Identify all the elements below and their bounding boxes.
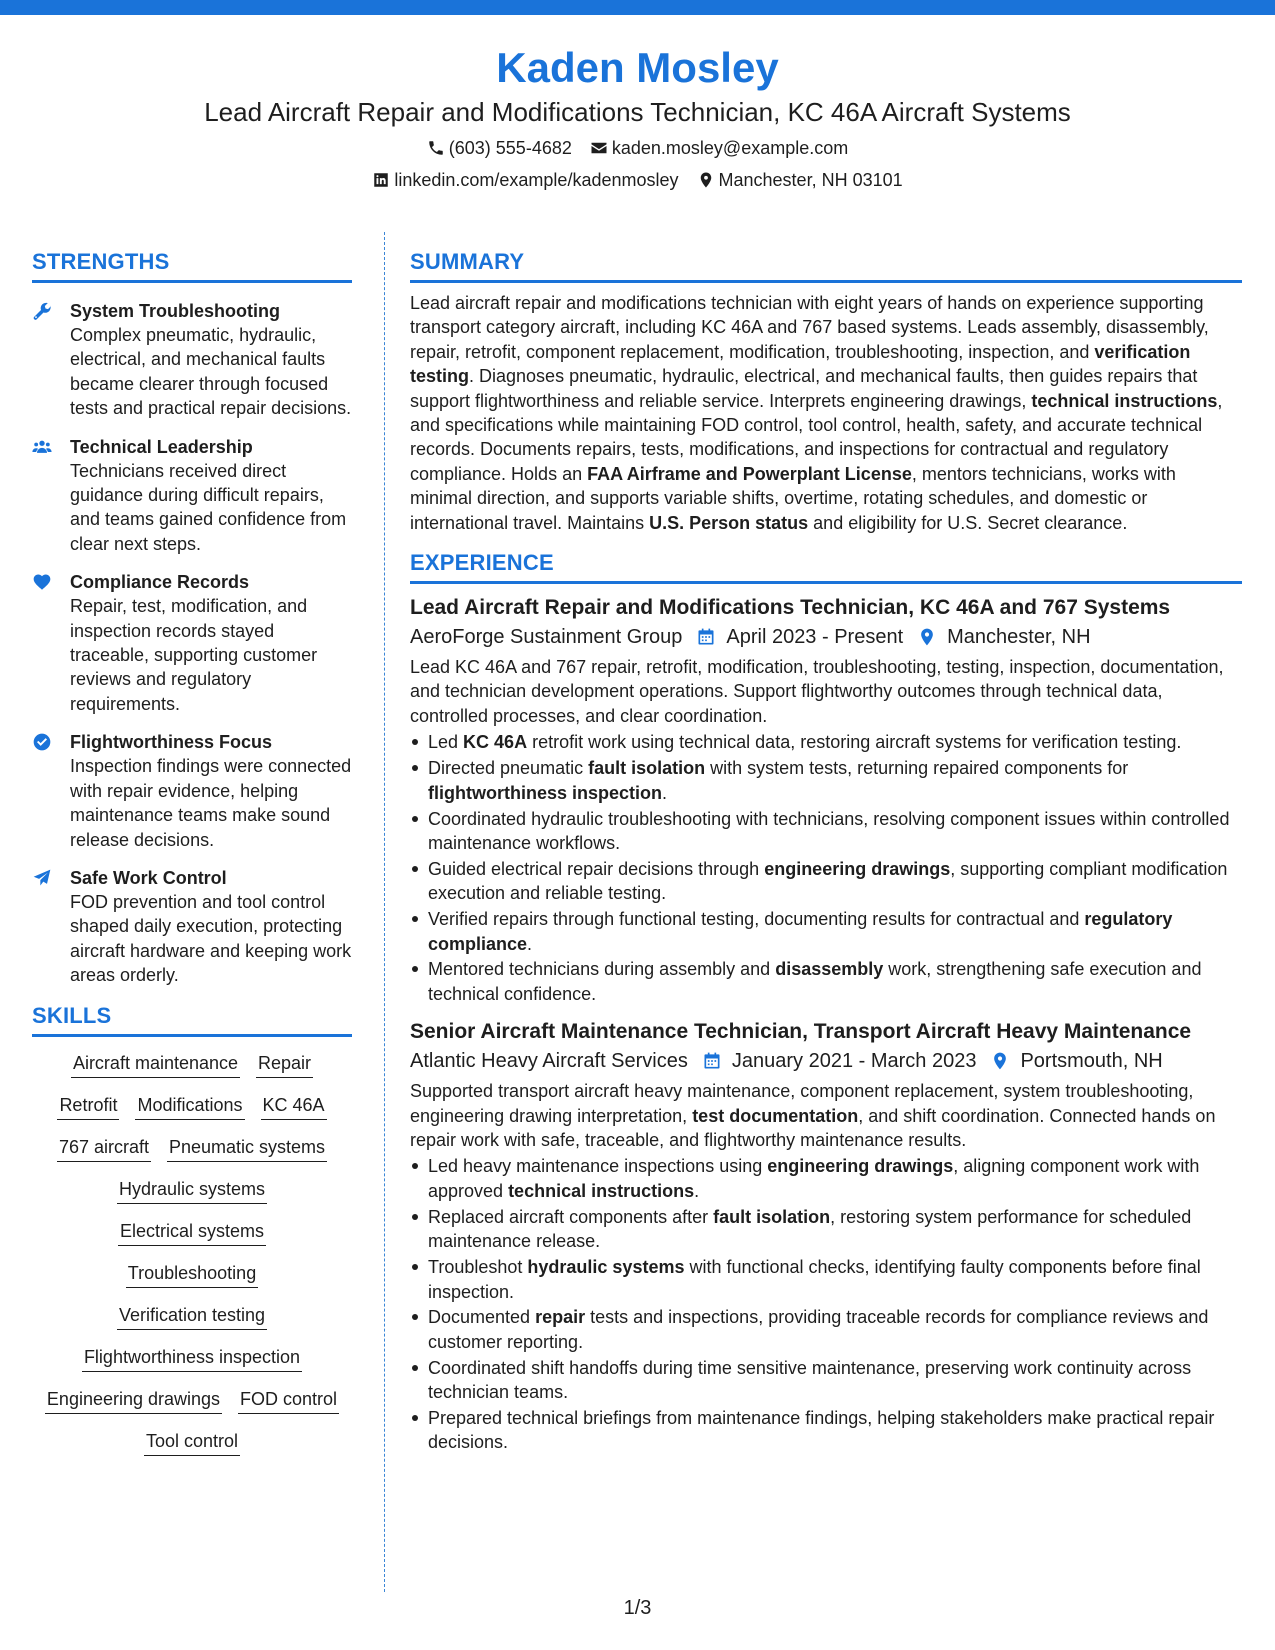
skill-tag: Tool control (144, 1429, 240, 1456)
bullet-item: Documented repair tests and inspections, providing traceable records for compliance reviews and customer reporting. (410, 1305, 1242, 1354)
skill-row (57, 1135, 327, 1162)
job-bullets (410, 1154, 1242, 1454)
map-pin-icon (697, 171, 715, 189)
job-description: Supported transport aircraft heavy maintenance, component replacement, system troubleshooting, engineering drawing interpretation, test documentation, and shift coordination. Connected hands on repair work with safe, traceable, and flightworthy maintenance results. (410, 1081, 1216, 1151)
strengths-list (32, 299, 352, 988)
job-dates: January 2021 - March 2023 (731, 1050, 977, 1073)
job-company: Atlantic Heavy Aircraft Services (410, 1050, 688, 1073)
top-accent-bar (0, 0, 1275, 15)
users-icon (32, 437, 52, 457)
strength-desc: Technicians received direct guidance during difficult repairs, and teams gained confidence from clear next steps. (70, 460, 347, 554)
strength-item (32, 435, 352, 557)
summary-text: Lead aircraft repair and modifications technician with eight years of hands on experience supporting transport category aircraft, including KC 46A and 767 based systems. Leads assembly, disassembly, repair, retrofit, component replacement, modification, troubleshooting, inspection, and verification testing. Diagnoses pneumatic, hydraulic, electrical, and mechanical faults, then guides repairs that support flightworthiness and reliable service. Interprets engineering drawings, technical instructions, and specifications while maintaining FOD control, tool control, health, safety, and accurate technical records. Documents repairs, tests, modifications, and inspections for contractual and regulatory compliance. Holds an FAA Airframe and Powerplant License, mentors technicians, works with minimal direction, and supports variable shifts, overtime, rotating schedules, and domestic or international travel. Maintains U.S. Person status and eligibility for U.S. Secret clearance. (410, 293, 1223, 533)
linkedin-text: linkedin.com/example/kadenmosley (394, 170, 679, 190)
bullet-item: Led heavy maintenance inspections using engineering drawings, aligning component work with approved technical instructions. (410, 1154, 1242, 1203)
bullet-item: Troubleshot hydraulic systems with functional checks, identifying faulty components before final inspection. (410, 1255, 1242, 1304)
experience-heading: EXPERIENCE (410, 549, 1242, 584)
job-company: AeroForge Sustainment Group (410, 626, 683, 649)
heart-icon (32, 572, 52, 592)
phone-text: (603) 555-4682 (448, 138, 572, 158)
email-contact[interactable] (590, 136, 848, 160)
job-meta (410, 623, 1242, 651)
linkedin-contact[interactable] (372, 168, 678, 192)
strength-title: Compliance Records (70, 572, 250, 593)
skill-row (45, 1387, 339, 1414)
strength-desc: Repair, test, modification, and inspection records stayed traceable, supporting customer reviews and regulatory requirements. (70, 596, 318, 714)
bullet-item: Coordinated hydraulic troubleshooting with technicians, resolving component issues within controlled maintenance workflows. (410, 807, 1242, 856)
job-bullets (410, 730, 1242, 1006)
summary-heading: SUMMARY (410, 248, 1242, 283)
bullet-item: Prepared technical briefings from maintenance findings, helping stakeholders make practical repair decisions. (410, 1406, 1242, 1455)
skill-row (117, 1177, 267, 1204)
job-dates: April 2023 - Present (726, 626, 904, 649)
wrench-icon (32, 301, 52, 321)
bullet-item: Verified repairs through functional testing, documenting results for contractual and regulatory compliance. (410, 907, 1242, 956)
skill-tag: Flightworthiness inspection (82, 1345, 302, 1372)
strength-desc: Inspection findings were connected with repair evidence, helping maintenance teams make sound release decisions. (70, 756, 352, 850)
skill-tag: Retrofit (57, 1093, 119, 1120)
strength-item (32, 570, 352, 716)
bullet-item: Guided electrical repair decisions through engineering drawings, supporting compliant modification execution and reliable testing. (410, 857, 1242, 906)
skills-heading: SKILLS (32, 1002, 352, 1037)
candidate-name: Kaden Mosley (496, 44, 779, 91)
skill-tag: Repair (256, 1051, 313, 1078)
map-pin-icon (917, 627, 937, 647)
bullet-item: Led KC 46A retrofit work using technical data, restoring aircraft systems for verification testing. (410, 730, 1242, 754)
email-text: kaden.mosley@example.com (611, 138, 849, 158)
strength-title: System Troubleshooting (70, 301, 281, 321)
skill-tag: Pneumatic systems (167, 1135, 327, 1162)
strength-title: Flightworthiness Focus (70, 732, 273, 753)
skill-row (82, 1345, 302, 1372)
right-column (410, 248, 1242, 1456)
job-location: Manchester, NH (947, 626, 1091, 649)
strength-item (32, 730, 352, 852)
strength-desc: FOD prevention and tool control shaped daily execution, protecting aircraft hardware and keeping work areas orderly. (70, 891, 352, 986)
skill-tag: Electrical systems (118, 1219, 266, 1246)
contact-row-1 (0, 136, 1275, 160)
bullet-item: Directed pneumatic fault isolation with system tests, returning repaired components for flightworthiness inspection. (410, 756, 1242, 805)
map-pin-icon (990, 1051, 1010, 1071)
column-divider (384, 232, 385, 1592)
skill-row (118, 1219, 266, 1246)
job-location: Portsmouth, NH (1020, 1050, 1163, 1073)
bullet-item: Mentored technicians during assembly and disassembly work, strengthening safe execution and technical confidence. (410, 957, 1242, 1006)
skill-tag: Hydraulic systems (117, 1177, 267, 1204)
skill-tag: Verification testing (117, 1303, 267, 1330)
location-text: Manchester, NH 03101 (718, 170, 903, 190)
contact-row-2 (0, 168, 1275, 192)
skill-tag: KC 46A (261, 1093, 327, 1120)
paper-plane-icon (32, 868, 52, 888)
skill-row (117, 1303, 267, 1330)
job-title: Senior Aircraft Maintenance Technician, Transport Aircraft Heavy Maintenance (410, 1020, 1192, 1044)
location-contact (697, 168, 903, 192)
strength-desc: Complex pneumatic, hydraulic, electrical, and mechanical faults became clearer through focused tests and practical repair decisions. (70, 325, 352, 419)
bullet-item: Replaced aircraft components after fault isolation, restoring system performance for scheduled maintenance release. (410, 1205, 1242, 1254)
strength-title: Safe Work Control (70, 867, 227, 888)
phone-icon (427, 139, 445, 157)
skill-tag: Engineering drawings (45, 1387, 222, 1414)
skill-row (57, 1093, 326, 1120)
skill-tag: Aircraft maintenance (71, 1051, 240, 1078)
skill-tag: Modifications (135, 1093, 244, 1120)
strengths-heading: STRENGTHS (32, 248, 352, 283)
strength-item (32, 866, 352, 988)
calendar-icon (696, 627, 716, 647)
candidate-title: Lead Aircraft Repair and Modifications Technician, KC 46A Aircraft Systems (204, 97, 1071, 127)
skill-row (126, 1261, 258, 1288)
linkedin-icon (372, 171, 390, 189)
job-description: Lead KC 46A and 767 repair, retrofit, modification, troubleshooting, testing, inspection, documentation, and technician development operations. Support flightworthy outcomes through technical data, controlled processes, and clear coordination. (410, 657, 1224, 726)
check-circle-icon (32, 732, 52, 752)
skill-tag: 767 aircraft (57, 1135, 151, 1162)
job-meta (410, 1047, 1242, 1075)
calendar-icon (702, 1051, 722, 1071)
envelope-icon (590, 139, 608, 157)
job-title: Lead Aircraft Repair and Modifications Technician, KC 46A and 767 Systems (410, 596, 1171, 620)
skill-tag: FOD control (238, 1387, 339, 1414)
skill-row (144, 1429, 240, 1456)
skills-list (32, 1051, 352, 1471)
resume-header (0, 42, 1275, 192)
left-column (32, 248, 352, 1471)
page-number: 1/3 (623, 1597, 652, 1619)
strength-title: Technical Leadership (70, 436, 253, 457)
skill-tag: Troubleshooting (126, 1261, 258, 1288)
job-entry (410, 1018, 1242, 1455)
skill-row (71, 1051, 313, 1078)
strength-item (32, 299, 352, 421)
bullet-item: Coordinated shift handoffs during time sensitive maintenance, preserving work continuity across technician teams. (410, 1356, 1242, 1405)
job-entry (410, 594, 1242, 1006)
phone-contact[interactable] (427, 136, 572, 160)
